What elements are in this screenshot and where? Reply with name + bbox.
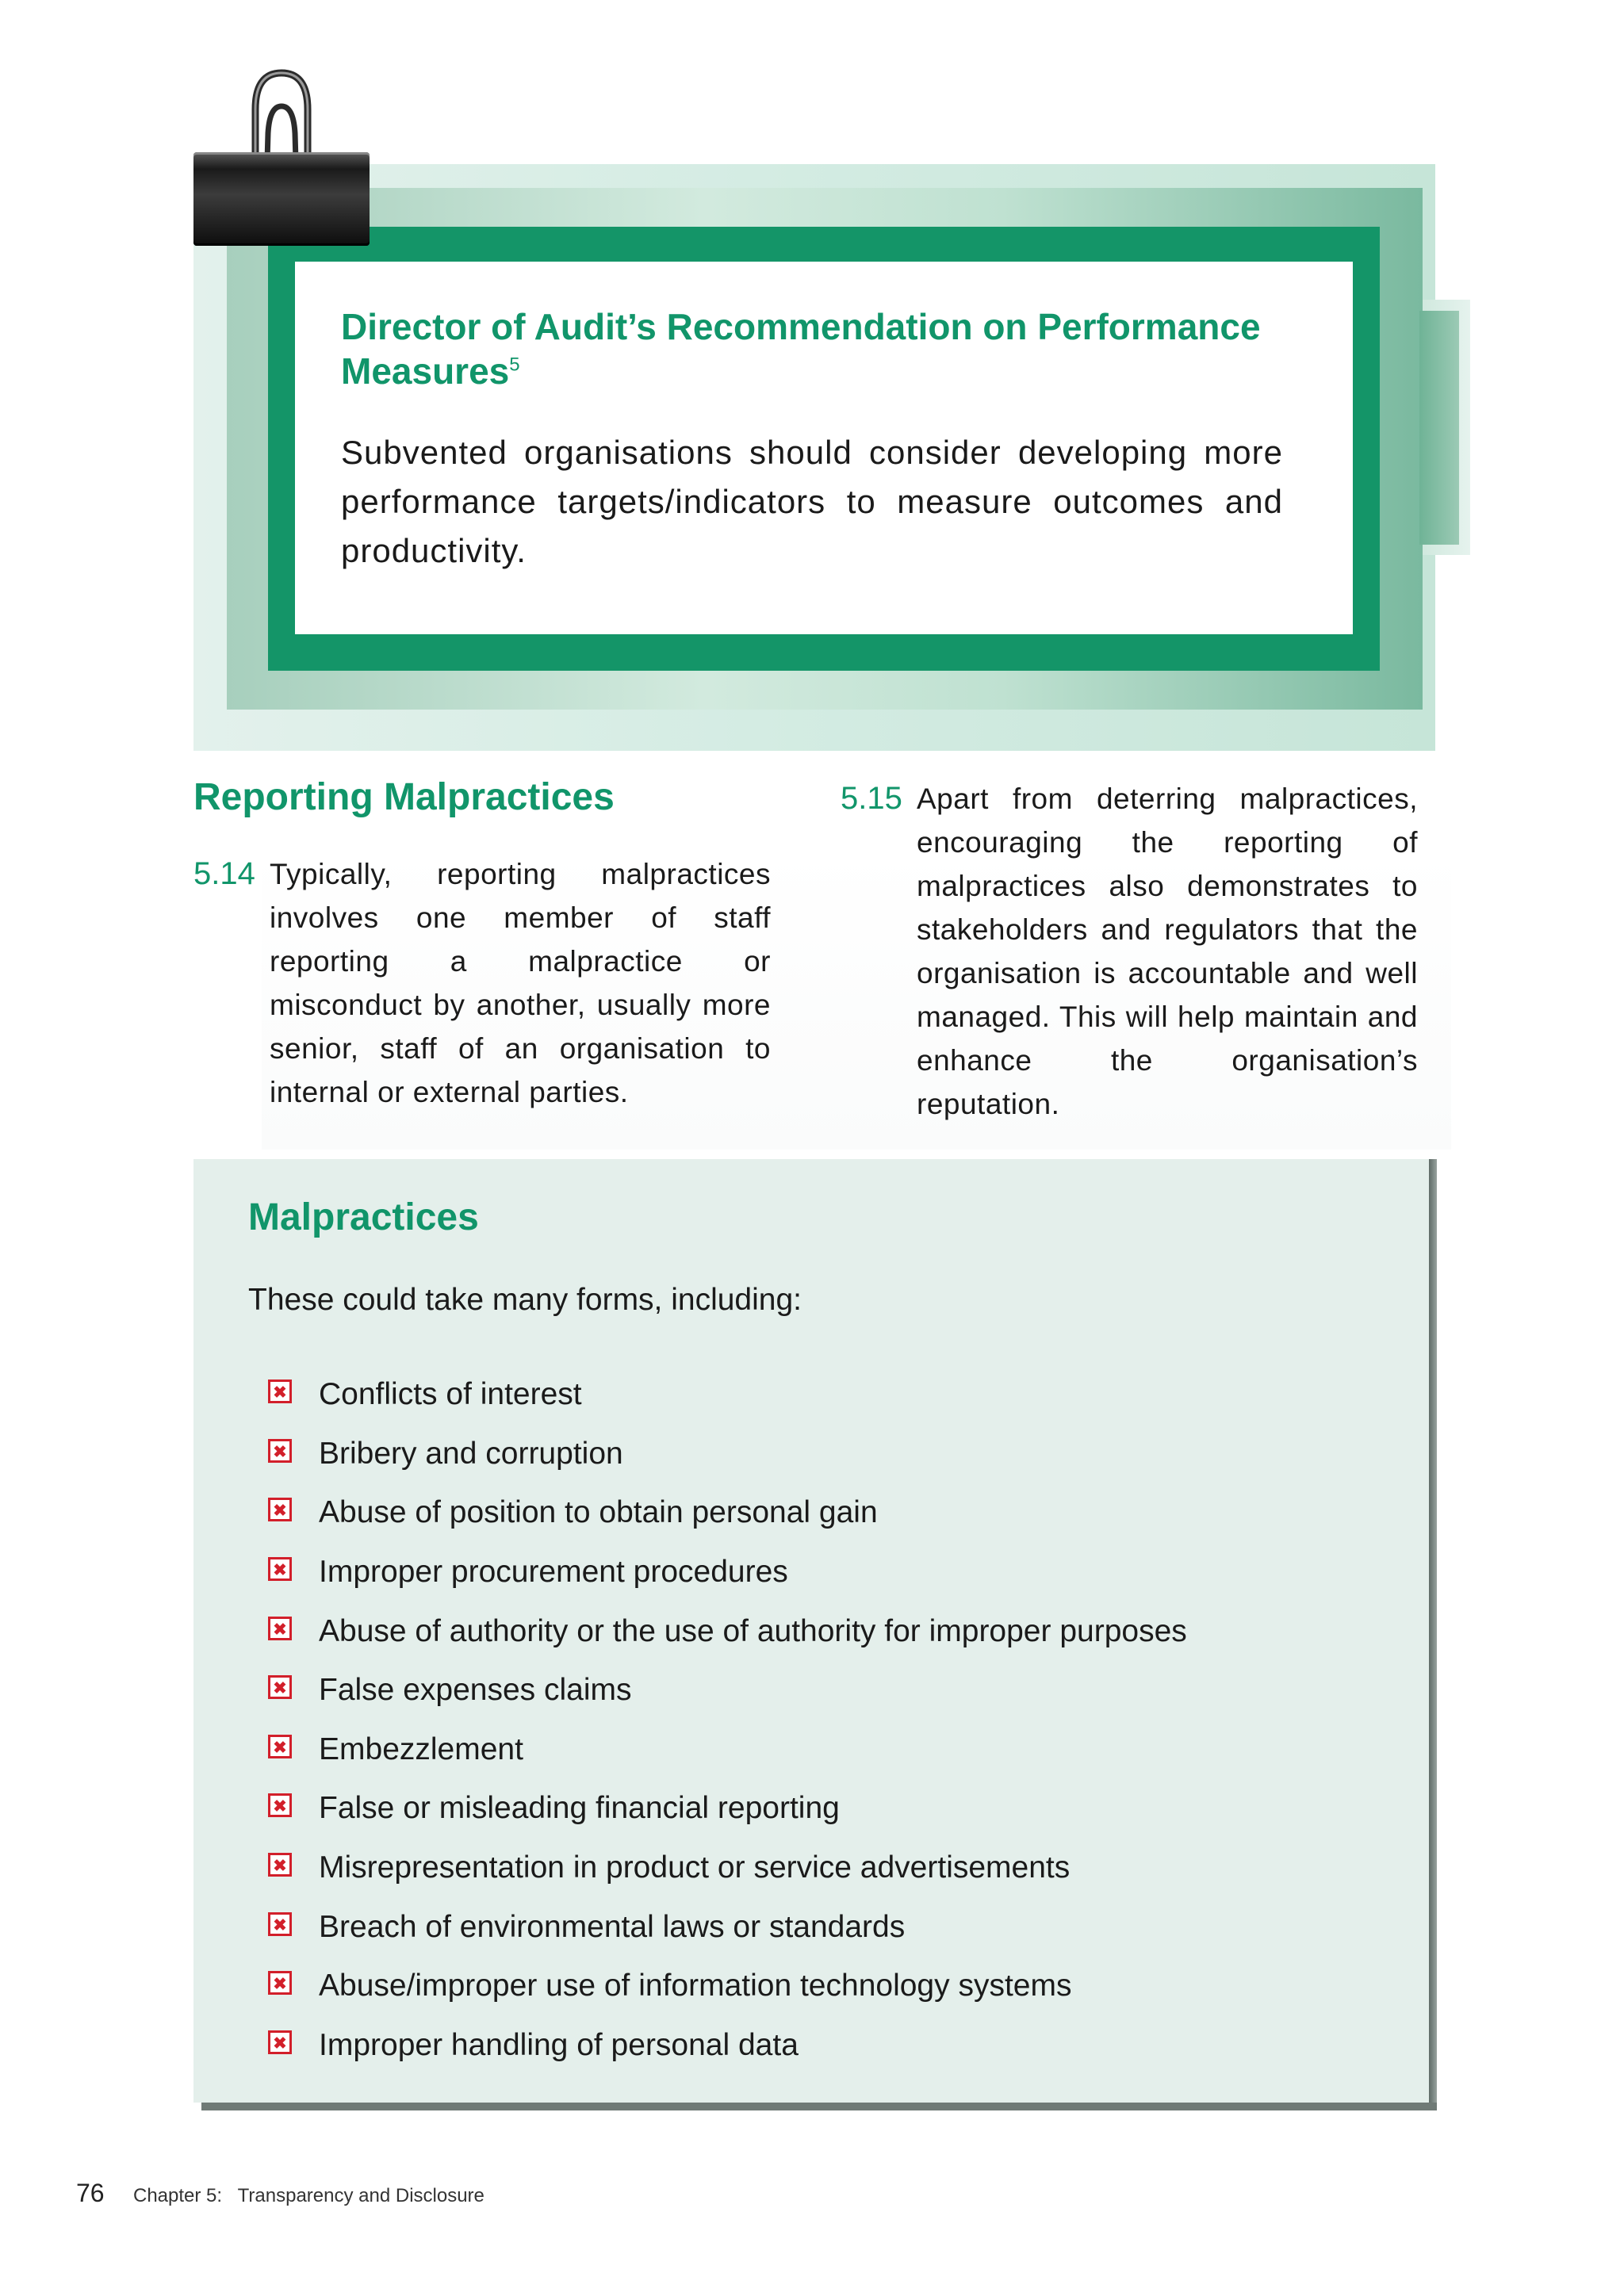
paragraph-5-15: Apart from deterring malpractices, encouraging the reporting of malpractices also demonstrates to stakeholders and regulators that the organisation is accountable and well managed. This will help maintain and enhance the organisation’s reputation. <box>917 783 1418 1120</box>
recommendation-title: Director of Audit’s Recommendation on Performance Measures$^5$ <box>341 306 1261 392</box>
cross-box-icon <box>268 1971 292 1995</box>
section-heading-reporting: Reporting Malpractices <box>193 776 615 818</box>
cross-box-icon <box>268 1498 292 1521</box>
cross-box-icon <box>268 1617 292 1640</box>
cross-box-icon <box>268 2030 292 2054</box>
cross-box-icon <box>268 1380 292 1403</box>
cross-box-icon <box>268 1675 292 1699</box>
list-item: Breach of environmental laws or standards <box>268 1897 1187 1957</box>
list-item: False or misleading financial reporting <box>268 1779 1187 1839</box>
cross-box-icon <box>268 1912 292 1936</box>
malpractices-title: Malpractices <box>248 1196 479 1238</box>
cross-box-icon <box>268 1557 292 1581</box>
cross-box-icon <box>268 1439 292 1463</box>
chapter-label: Chapter 5: Transparency and Disclosure <box>133 2185 485 2206</box>
recommendation-body: Subvented organisations should consider developing more performance targets/indicators to measure outcomes and productivity. <box>341 434 1283 569</box>
paragraph-5-14: Typically, reporting malpractices involves one member of staff reporting a malpractice or misconduct by another, usually more senior, staff of an organisation to internal or external parties. <box>270 858 771 1108</box>
list-item: False expenses claims <box>268 1661 1187 1720</box>
malpractices-list <box>268 1365 1187 2075</box>
malpractices-intro: These could take many forms, including: <box>248 1283 802 1317</box>
paragraph-number-5-14: 5.14 <box>193 856 255 891</box>
footnote-marker: 5 <box>509 354 520 376</box>
list-item: Misrepresentation in product or service advertisements <box>268 1839 1187 1898</box>
list-item: Embezzlement <box>268 1720 1187 1780</box>
binder-clip-body <box>193 152 370 246</box>
list-item: Improper procurement procedures <box>268 1543 1187 1602</box>
cross-box-icon <box>268 1793 292 1817</box>
cross-box-icon <box>268 1735 292 1758</box>
list-item: Conflicts of interest <box>268 1365 1187 1425</box>
page-number: 76 <box>76 2179 105 2207</box>
paragraph-number-5-15: 5.15 <box>841 781 902 816</box>
cross-box-icon <box>268 1853 292 1877</box>
recommendation-gradient-tab <box>1419 311 1459 545</box>
list-item: Abuse of position to obtain personal gain <box>268 1483 1187 1543</box>
list-item: Bribery and corruption <box>268 1425 1187 1484</box>
list-item: Abuse/improper use of information technology systems <box>268 1957 1187 2016</box>
list-item: Improper handling of personal data <box>268 2016 1187 2076</box>
list-item: Abuse of authority or the use of authority for improper purposes <box>268 1601 1187 1661</box>
